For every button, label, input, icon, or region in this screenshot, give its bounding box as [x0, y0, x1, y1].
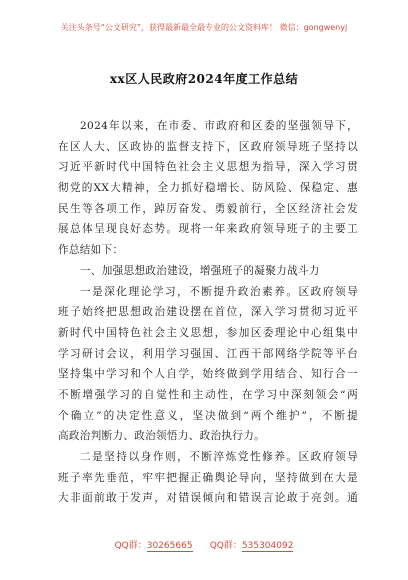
- promo-header: 关注头条号“公文研究”，获得最新最全最专业的公文资料库！ 微信：gongwenyj: [60, 23, 348, 32]
- body-line: 一是深化理论学习，不断提升政治素养。区政府领导: [80, 285, 358, 298]
- section-heading: 一、加强思想政治建设，增强班子的凝聚力战斗力: [80, 264, 320, 277]
- body-line: 展总体呈现良好态势。现将一年来政府领导班子的主要工: [58, 223, 358, 236]
- body-line: 坚持集中学习和个人自学，始终做到学用结合、知行合一: [58, 368, 358, 381]
- body-line: 作总结如下：: [58, 244, 124, 257]
- body-line: 在区人大、区政协的监督支持下，区政府领导班子坚持以: [58, 140, 358, 153]
- qq-group-number: 535304092: [241, 541, 294, 551]
- body-line: 新时代中国特色社会主义思想，参加区委理论中心组集中: [58, 326, 358, 339]
- qq-group-label: QQ群：: [114, 541, 147, 551]
- qq-group-label: QQ群：: [209, 541, 242, 551]
- body-line: 二是坚持以身作则，不断淬炼党性修养。区政府领导: [80, 451, 358, 463]
- body-line: 个确立”的决定性意义，坚决做到“两个维护”，不断提: [58, 409, 358, 422]
- qq-group-number: 30265665: [146, 541, 193, 551]
- body-line: 2024年以来，在市委、市政府和区委的坚强领导下，: [80, 120, 358, 132]
- body-line: 班子始终把思想政治建设摆在首位，深入学习贯彻习近平: [58, 306, 358, 319]
- document-body: [58, 116, 358, 509]
- document-title: xx区人民政府2024年度工作总结: [109, 72, 299, 86]
- body-line: 民生等各项工作，踔厉奋发、勇毅前行，全区经济社会发: [58, 202, 358, 215]
- body-line: 学习研讨会议，利用学习强国、江西干部网络学院等平台: [58, 347, 358, 360]
- body-line: 班子率先垂范，牢牢把握正确舆论导向，坚持做到在大是: [58, 471, 358, 484]
- qq-group-footer: [0, 538, 408, 551]
- body-line: 习近平新时代中国特色社会主义思想为指导，深入学习贯: [58, 161, 358, 174]
- body-line: 大非面前敢于发声，对错误倾向和错误言论敢于亮剑。通: [58, 492, 358, 505]
- body-line: 高政治判断力、政治领悟力、政治执行力。: [58, 430, 265, 443]
- body-line: 彻党的XX大精神，全力抓好稳增长、防风险、保稳定、惠: [58, 182, 358, 195]
- body-line: 不断增强学习的自觉性和主动性，在学习中深刻领会“两: [58, 388, 358, 401]
